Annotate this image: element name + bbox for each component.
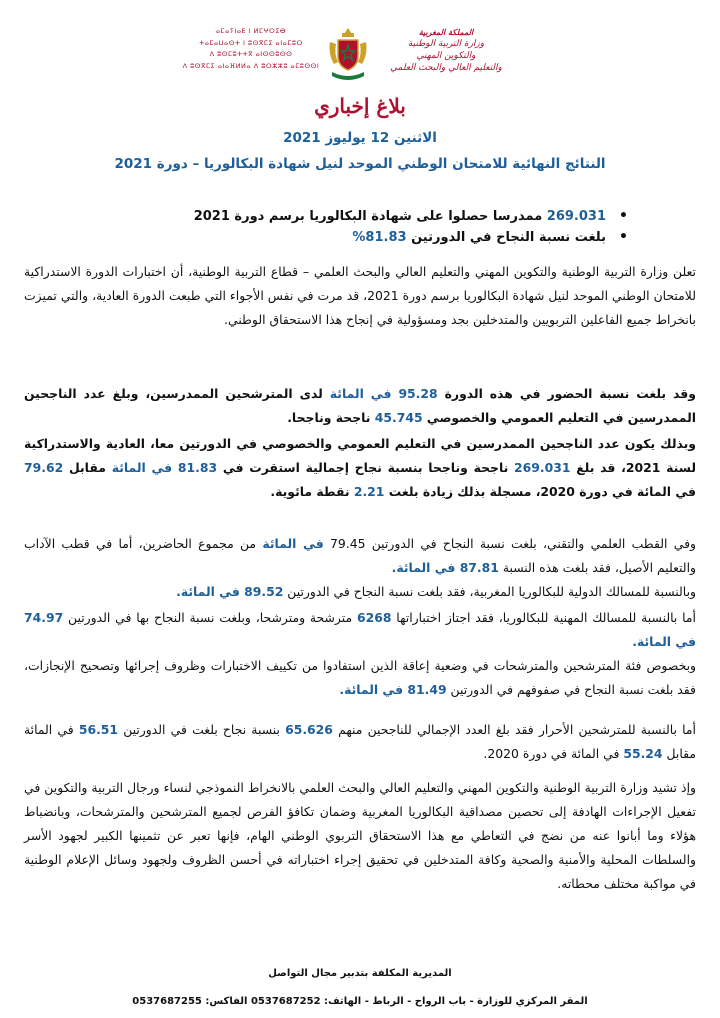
title-block xyxy=(0,92,720,174)
document-subtitle: النتائج النهائية للامتحان الوطني الموحد لنيل شهادة البكالوريا – دورة 2021 xyxy=(114,156,606,172)
footer-directorate: المديرية المكلفة بتدبير مجال التواصل xyxy=(268,968,452,979)
list-item: • بلغت نسبة النجاح في الدورتين 81.83% xyxy=(108,227,628,248)
tifinagh-ministry-name: ⴰⵎⴰⵢⵏⴰⴹ ⵏ ⵍⵎⵖⵔⵉⴱ ⵜⴰⵎⴰⵡⴰⵙⵜ ⵏ ⵓⵙⴳⵎⵉ ⴰⵏⴰⵎⵓⵔ ⴷ ⵓⵙⵎⵓⵜⵜⴳ ⴰⵏⵙⵙⵓⵙⵙ ⴷ ⵓⵙⴳⵎⵉ ⴰⵏⴰⴼⵍⵍⴰ ⴷ ⵓⵔⵣⵣⵓ ⴰⵎⵓⵙⵙⵏ xyxy=(182,27,320,70)
paragraph-international: وبالنسبة للمسالك الدولية للبكالوريا المغربية، فقد بلغت نسبة النجاح في الدورتين 89.52 في المائة. xyxy=(176,584,696,599)
key-figures-list xyxy=(108,206,628,248)
paragraph-total-success: وبذلك يكون عدد الناجحين الممدرسين في التعليم العمومي والخصوصي في الدورتين معا، العادية والاستدراكية لسنة 2021، قد بلغ 269.031 ناجحة وناجحا بنسبة نجاح إجمالية استقرت في 81.83 في المائة مقابل 79.62 في المائة في دورة 2020، مسجلة بذلك زيادة بلغت 2.21 نقطة مائوية. xyxy=(24,436,696,499)
footer-contact: المقر المركزي للوزارة - باب الرواح - الرباط - الهاتف: 0537687252 الفاكس: 0537687255 xyxy=(132,996,588,1007)
document-date: الاثنين 12 يوليوز 2021 xyxy=(283,130,437,146)
paragraph-intro: تعلن وزارة التربية الوطنية والتكوين المهني والتعليم العالي والبحث العلمي – قطاع التربية الوطنية، أن اختبارات الدورة الاستدراكية للامتحان الوطني الموحد لنيل شهادة البكالوريا برسم دورة 2021، قد مرت في نفس الأجواء التي طبعت الدورة العادية، والتي تميزت بانخراط جميع الفاعلين التربويين والمتدخلين بجد ومسؤولية في إنجاح هذا الاستحقاق الوطني. xyxy=(24,264,696,327)
letterhead xyxy=(0,14,720,84)
document-body xyxy=(24,260,696,896)
paragraph-acknowledgement: وإذ تشيد وزارة التربية الوطنية والتكوين المهني والتعليم العالي والبحث العلمي بالانخراط النموذجي لنساء ورجال التربية والتكوين في تفعيل الإجراءات الهادفة إلى تحصين مصداقية البكالوريا المغربية وضمان تكافؤ الفرص لجميع المترشحين والمترشحات، وبانضباط هؤلاء وما أبانوا عنه من نضج في التعاطي مع هذا الاستحقاق التربوي الوطني الهام، فإنها تعبر عن تثمينها الكبير لجهود الأسر والسلطات المحلية والأمنية والصحية وكافة المتدخلين في تحقيق إجراء اختباراته في أحسن الظروف ولجهود وسائل الإعلام الوطنية في مواكبة مختلف محطاته. xyxy=(24,780,696,891)
document-footer xyxy=(0,964,720,1012)
paragraph-streams: وفي القطب العلمي والتقني، بلغت نسبة النجاح في الدورتين 79.45 في المائة من مجموع الحاضرين، أما في قطب الآداب والتعليم الأصيل، فقد بلغت هذه النسبة 87.81 في المائة. xyxy=(24,536,696,575)
paragraph-free-candidates: أما بالنسبة للمترشحين الأحرار فقد بلغ العدد الإجمالي للناجحين منهم 65.626 بنسبة نجاح بلغت في الدورتين 56.51 في المائة مقابل 55.24 في المائة في دورة 2020. xyxy=(24,722,696,761)
list-item: • 269.031 ممدرسا حصلوا على شهادة البكالوريا برسم دورة 2021 xyxy=(108,206,628,227)
document-title: بلاغ إخباري xyxy=(314,94,406,118)
coat-of-arms-icon xyxy=(324,26,372,84)
paragraph-disability: وبخصوص فئة المترشحين والمترشحات في وضعية إعاقة الذين استفادوا من تكييف الاختبارات وظروف إجرائها وتصحيح الإنجازات، فقد بلغت نسبة النجاح في صفوفهم في الدورتين 81.49 في المائة. xyxy=(24,658,696,697)
paragraph-professional: أما بالنسبة للمسالك المهنية للبكالوريا، فقد اجتاز اختباراتها 6268 مترشحة ومترشحا، وبلغت نسبة النجاح بها في الدورتين 74.97 في المائة. xyxy=(24,610,696,649)
paragraph-attendance: وقد بلغت نسبة الحضور في هذه الدورة 95.28 في المائة لدى المترشحين الممدرسين، وبلغ عدد الناجحين الممدرسين في التعليم العمومي والخصوصي 45.745 ناجحة وناجحا. xyxy=(24,386,696,425)
arabic-ministry-name: المملكة المغربية وزارة التربية الوطنية والتكوين المهني والتعليم العالي والبحث العلمي xyxy=(390,27,502,73)
